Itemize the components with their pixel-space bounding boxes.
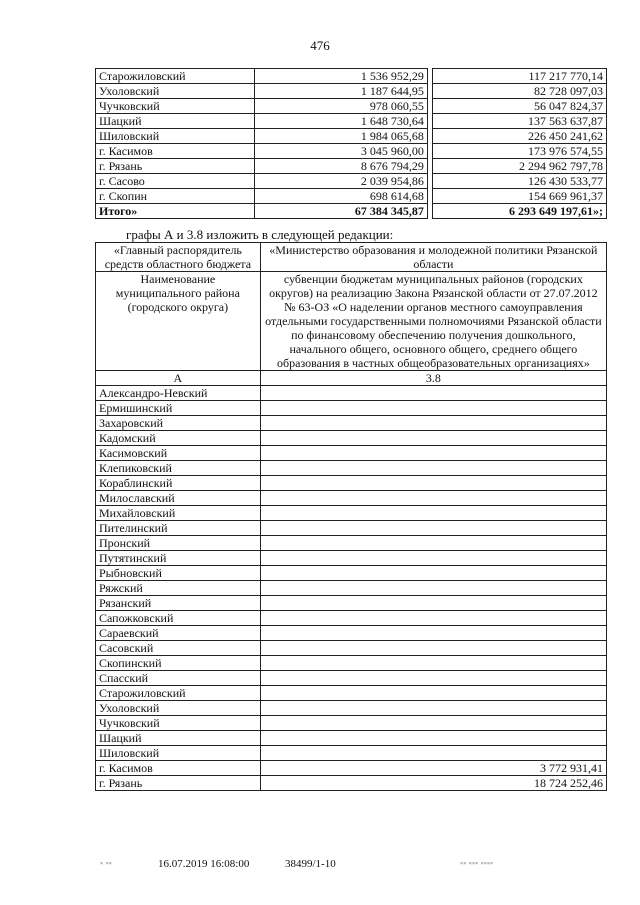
row-name: Старожиловский [96, 69, 255, 84]
municipality-name: Ермишинский [96, 401, 261, 416]
row-name: г. Сасово [96, 174, 255, 189]
municipality-name: Рыбновский [96, 566, 261, 581]
row-value-1: 698 614,68 [254, 189, 427, 204]
table-row [96, 701, 607, 716]
row-name: Ухоловский [96, 84, 255, 99]
table-row [96, 506, 607, 521]
table-row [96, 461, 607, 476]
row-name: г. Скопин [96, 189, 255, 204]
row-value-2: 126 430 533,77 [432, 174, 606, 189]
table-row [96, 746, 607, 761]
table-row [96, 641, 607, 656]
subvention-amount [260, 476, 606, 491]
subvention-amount: 3 772 931,41 [260, 761, 606, 776]
table-row [96, 159, 607, 174]
header-row-1 [96, 243, 607, 272]
table-row [96, 491, 607, 506]
table-row [96, 671, 607, 686]
table-row [96, 431, 607, 446]
subvention-amount [260, 491, 606, 506]
column-code-3-8: 3.8 [260, 371, 606, 386]
header-ministry-name: «Министерство образования и молодежной политики Рязанской области [260, 243, 606, 272]
header-municipality-label: Наименование муниципального района (городского округа) [96, 272, 261, 371]
subvention-amount [260, 386, 606, 401]
table-row [96, 686, 607, 701]
subvention-amount [260, 686, 606, 701]
amounts-table [95, 68, 607, 219]
row-value-2: 226 450 241,62 [432, 129, 606, 144]
municipality-name: Сараевский [96, 626, 261, 641]
municipality-name: г. Касимов [96, 761, 261, 776]
municipality-name: Шацкий [96, 731, 261, 746]
row-value-1: 1 648 730,64 [254, 114, 427, 129]
subvention-amount [260, 521, 606, 536]
total-row [96, 204, 607, 219]
municipality-name: Кадомский [96, 431, 261, 446]
subvention-amount [260, 581, 606, 596]
table-row [96, 566, 607, 581]
municipality-name: Ухоловский [96, 701, 261, 716]
municipality-name: Старожиловский [96, 686, 261, 701]
municipality-name: Пронский [96, 536, 261, 551]
header-subvention-description: субвенции бюджетам муниципальных районов (городских округов) на реализацию Закона Рязанской области от 27.07.2012 № 63-ОЗ «О наделении органов местного самоуправления отдельными государственными полномочиями Рязанской области по финансовому обеспечению получения дошкольного, начального общего, основного общего, среднего общего образования в частных общеобразовательных организациях» [260, 272, 606, 371]
row-value-2: 82 728 097,03 [432, 84, 606, 99]
row-value-1: 978 060,55 [254, 99, 427, 114]
municipality-name: Сасовский [96, 641, 261, 656]
table-row [96, 84, 607, 99]
subvention-amount [260, 656, 606, 671]
subvention-amount [260, 416, 606, 431]
row-value-2: 154 669 961,37 [432, 189, 606, 204]
municipality-name: Касимовский [96, 446, 261, 461]
table-row [96, 129, 607, 144]
header-row-2 [96, 272, 607, 371]
subvention-amount [260, 731, 606, 746]
municipality-name: Ряжский [96, 581, 261, 596]
subvention-amount: 18 724 252,46 [260, 776, 606, 791]
scan-mark-right: ▪▪ ▪▪▪ ▪▪▪▪ [460, 858, 494, 868]
table-row [96, 386, 607, 401]
municipality-name: Михайловский [96, 506, 261, 521]
table-row [96, 446, 607, 461]
row-value-1: 3 045 960,00 [254, 144, 427, 159]
table-row [96, 476, 607, 491]
header-row-3 [96, 371, 607, 386]
subvention-amount [260, 641, 606, 656]
municipality-name: Александро-Невский [96, 386, 261, 401]
municipality-name: Скопинский [96, 656, 261, 671]
municipality-name: Захаровский [96, 416, 261, 431]
subvention-amount [260, 596, 606, 611]
municipality-name: Шиловский [96, 746, 261, 761]
table-row [96, 189, 607, 204]
table-row [96, 776, 607, 791]
table-row [96, 401, 607, 416]
table-row [96, 716, 607, 731]
municipality-name: Чучковский [96, 716, 261, 731]
municipality-name: Рязанский [96, 596, 261, 611]
row-name: Итого» [96, 204, 255, 219]
subvention-amount [260, 611, 606, 626]
row-value-2: 56 047 824,37 [432, 99, 606, 114]
table-row [96, 611, 607, 626]
table-row [96, 521, 607, 536]
subvention-amount [260, 401, 606, 416]
row-value-1: 2 039 954,86 [254, 174, 427, 189]
municipality-name: Спасский [96, 671, 261, 686]
header-distributor-label: «Главный распорядитель средств областного бюджета [96, 243, 261, 272]
municipality-name: г. Рязань [96, 776, 261, 791]
table-row [96, 656, 607, 671]
table-row [96, 731, 607, 746]
table-row [96, 626, 607, 641]
row-value-2: 2 294 962 797,78 [432, 159, 606, 174]
scan-mark-left: ▪ ▪▪ [100, 858, 112, 868]
row-name: Шацкий [96, 114, 255, 129]
row-value-2: 117 217 770,14 [432, 69, 606, 84]
subvention-amount [260, 566, 606, 581]
row-value-2: 173 976 574,55 [432, 144, 606, 159]
table-row [96, 536, 607, 551]
row-value-2: 137 563 637,87 [432, 114, 606, 129]
row-value-1: 1 536 952,29 [254, 69, 427, 84]
subvention-amount [260, 671, 606, 686]
table-row [96, 551, 607, 566]
subvention-amount [260, 551, 606, 566]
footer-doc-id: 38499/1-10 [285, 858, 336, 870]
subvention-amount [260, 536, 606, 551]
subvention-amount [260, 701, 606, 716]
municipality-name: Путятинский [96, 551, 261, 566]
municipality-name: Пителинский [96, 521, 261, 536]
subvention-amount [260, 446, 606, 461]
table-row [96, 581, 607, 596]
subvention-table [95, 242, 607, 791]
municipality-name: Кораблинский [96, 476, 261, 491]
row-value-2: 6 293 649 197,61»; [432, 204, 606, 219]
table-row [96, 144, 607, 159]
subvention-amount [260, 431, 606, 446]
intro-text: графы А и 3.8 изложить в следующей редакции: [126, 227, 394, 242]
table-row [96, 114, 607, 129]
table-row [96, 761, 607, 776]
column-code-a: А [96, 371, 261, 386]
footer-date: 16.07.2019 16:08:00 [158, 858, 250, 870]
row-value-1: 8 676 794,29 [254, 159, 427, 174]
subvention-amount [260, 626, 606, 641]
subvention-amount [260, 716, 606, 731]
subvention-amount [260, 461, 606, 476]
row-name: Шиловский [96, 129, 255, 144]
page-number: 476 [310, 38, 330, 53]
table-row [96, 69, 607, 84]
table-row [96, 416, 607, 431]
row-name: Чучковский [96, 99, 255, 114]
row-name: г. Касимов [96, 144, 255, 159]
row-value-1: 67 384 345,87 [254, 204, 427, 219]
municipality-name: Клепиковский [96, 461, 261, 476]
table-row [96, 596, 607, 611]
row-name: г. Рязань [96, 159, 255, 174]
municipality-name: Милославский [96, 491, 261, 506]
subvention-amount [260, 506, 606, 521]
row-value-1: 1 187 644,95 [254, 84, 427, 99]
subvention-amount [260, 746, 606, 761]
table-row [96, 174, 607, 189]
municipality-name: Сапожковский [96, 611, 261, 626]
table-row [96, 99, 607, 114]
row-value-1: 1 984 065,68 [254, 129, 427, 144]
